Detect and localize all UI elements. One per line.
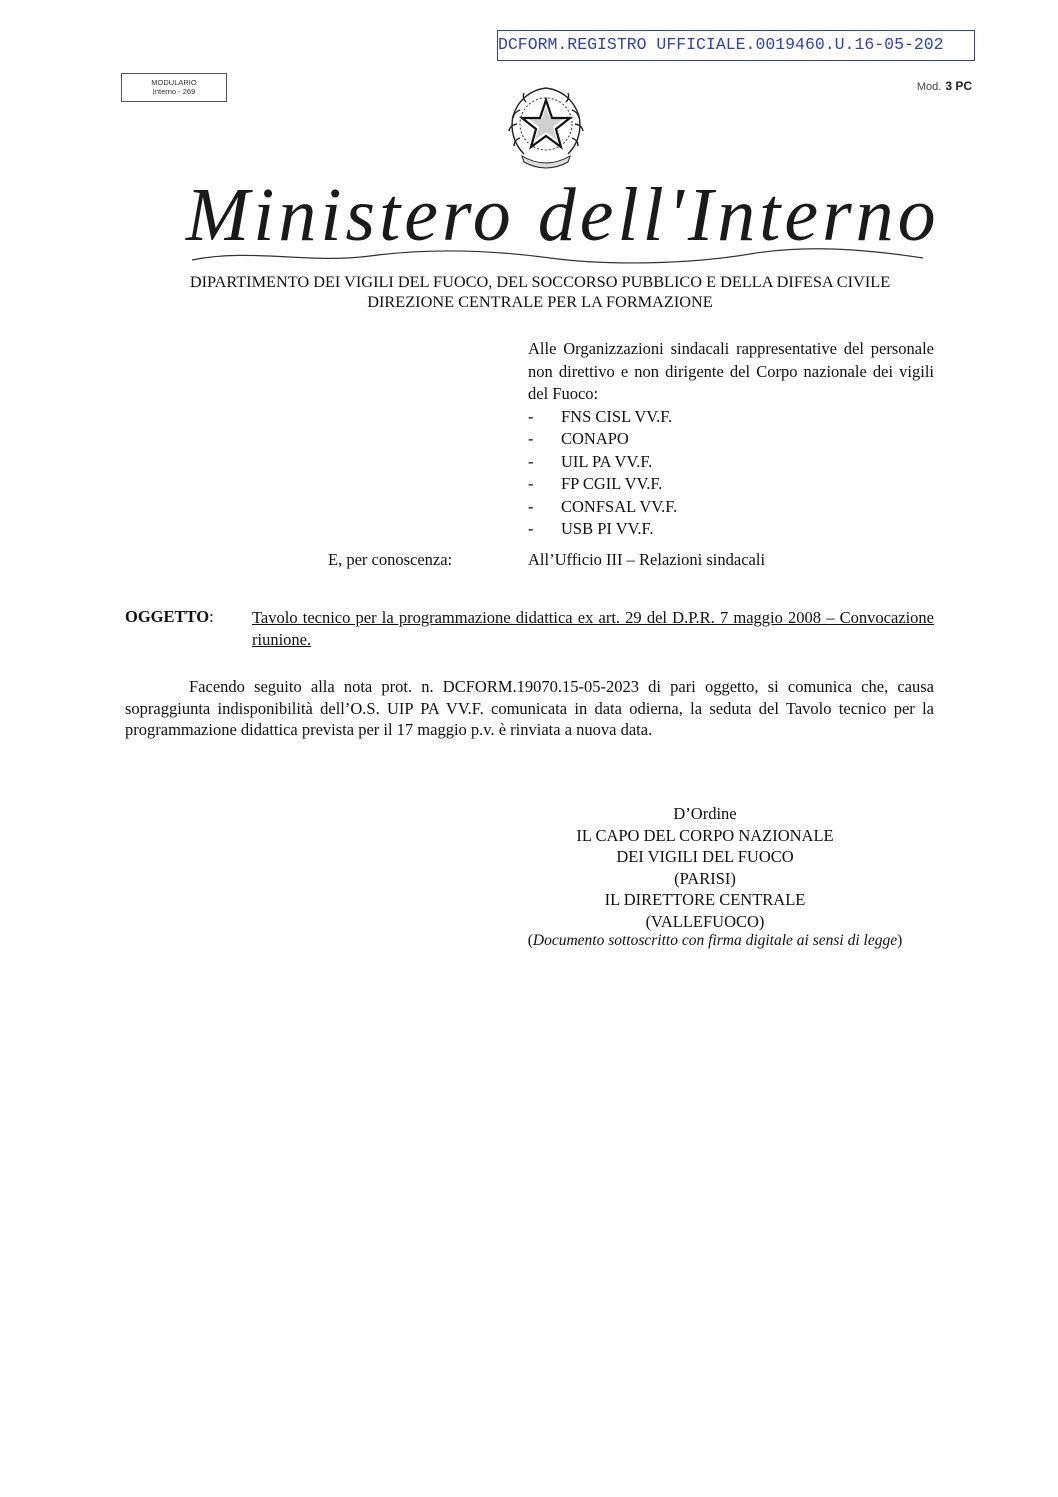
union-list-item: - USB PI VV.F. [528,519,654,538]
recipients-intro: Alle Organizzazioni sindacali rappresentative del personale non direttivo e non dirigente del Corpo nazionale dei vigili del Fuoco: [528,339,934,403]
modulario-title: MODULARIO [151,78,197,87]
digital-signature-note: (Documento sottoscritto con firma digitale ai sensi di legge) [527,932,903,949]
mod-label [890,79,972,93]
cc-recipient: All’Ufficio III – Relazioni sindacali [528,550,766,569]
recipients-block [528,338,934,541]
union-list-item: - CONAPO [528,429,629,448]
union-list-item: - FP CGIL VV.F. [528,474,663,493]
subject-text: Tavolo tecnico per la programmazione didattica ex art. 29 del D.P.R. 7 maggio 2008 – Convocazione riunione. [252,608,934,649]
directorate-heading: DIREZIONE CENTRALE PER LA FORMAZIONE [367,292,713,311]
mod-prefix: Mod. [916,81,942,93]
protocol-stamp: DCFORM.REGISTRO UFFICIALE.0019460.U.16-05-202 [497,30,975,61]
cc-label: E, per conoscenza: [328,550,453,569]
department-heading: DIPARTIMENTO DEI VIGILI DEL FUOCO, DEL SOCCORSO PUBBLICO E DELLA DIFESA CIVILE [189,272,891,291]
signature-line: IL CAPO DEL CORPO NAZIONALE [576,826,834,845]
union-list-item: - CONFSAL VV.F. [528,496,678,516]
logo-flourish-icon [190,244,925,266]
signature-line: IL DIRETTORE CENTRALE [604,890,806,909]
ministry-logo: Ministero dell'Interno [186,173,940,257]
modulario-box [121,73,227,102]
union-list-item: - UIL PA VV.F. [528,451,653,471]
signature-line: DEI VIGILI DEL FUOCO [616,847,794,866]
mod-code: 3 PC [945,79,972,93]
body-paragraph: Facendo seguito alla nota prot. n. DCFORM.19070.15-05-2023 di pari oggetto, si comunica che, causa sopraggiunta indisponibilità dell’O.S. UIP PA VV.F. comunicata in data odierna, la seduta del Tavolo tecnico per la programmazione didattica prevista per il 17 maggio p.v. è rinviata a nuova data. [125,677,934,739]
signature-line: (PARISI) [674,869,736,888]
subject-label: OGGETTO: [125,607,214,626]
signature-line: D’Ordine [673,804,737,823]
union-list-item: - FNS CISL VV.F. [528,406,673,426]
italian-republic-emblem-icon [500,80,592,172]
signature-line: (VALLEFUOCO) [645,912,765,931]
modulario-code: Interno - 269 [152,86,196,96]
